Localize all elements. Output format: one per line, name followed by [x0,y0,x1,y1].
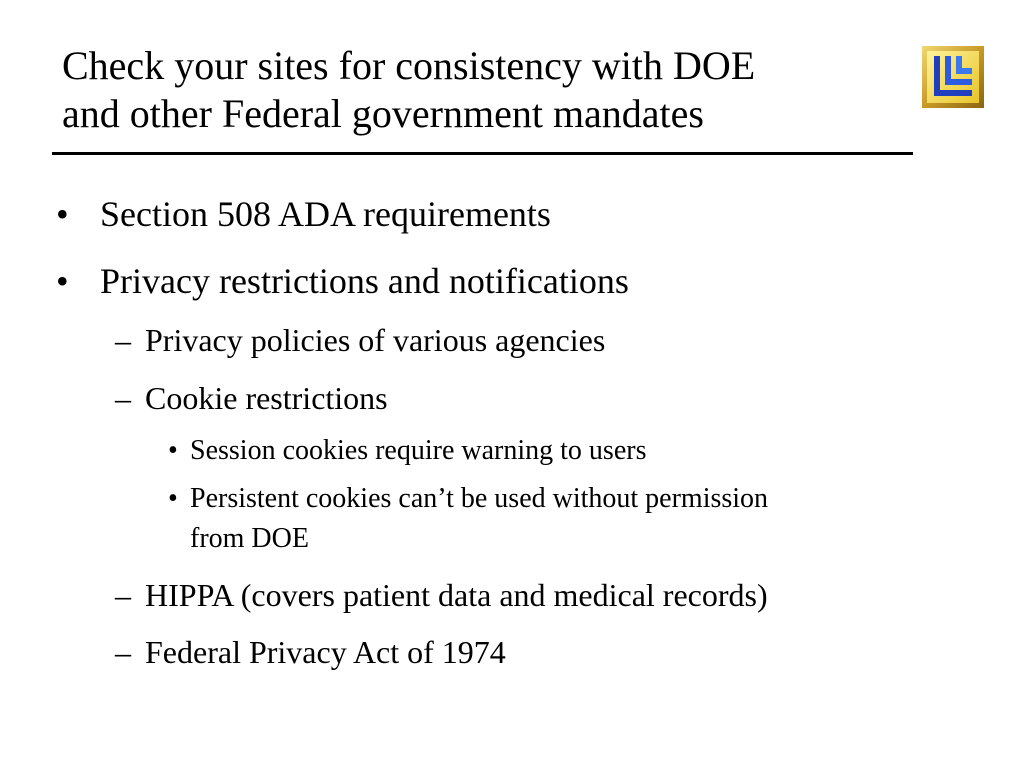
bullet-text-line-1: Persistent cookies can’t be used without permission [190,483,769,514]
bullet-text: Federal Privacy Act of 1974 [145,634,506,670]
bullet-text: Cookie restrictions [145,380,388,416]
bullet-text-line-2: from DOE [190,523,309,554]
dash-marker: – [115,577,131,613]
bullet-text: Privacy restrictions and notifications [100,261,629,301]
bullet-text: Session cookies require warning to users [190,435,647,466]
dash-marker: – [115,380,131,416]
slide-title-line-2: and other Federal government mandates [62,91,704,136]
bullet-marker: • [56,261,69,301]
bullet-text: Section 508 ADA requirements [100,194,551,234]
bullet-marker: • [168,435,178,466]
bullet-text: Privacy policies of various agencies [145,322,606,358]
dash-marker: – [115,322,131,358]
dash-marker: – [115,634,131,670]
bullet-marker: • [56,194,69,234]
bullet-text: HIPPA (covers patient data and medical records) [145,577,768,613]
bullet-marker: • [168,483,178,514]
slide-title-line-1: Check your sites for consistency with DOE [62,43,756,88]
